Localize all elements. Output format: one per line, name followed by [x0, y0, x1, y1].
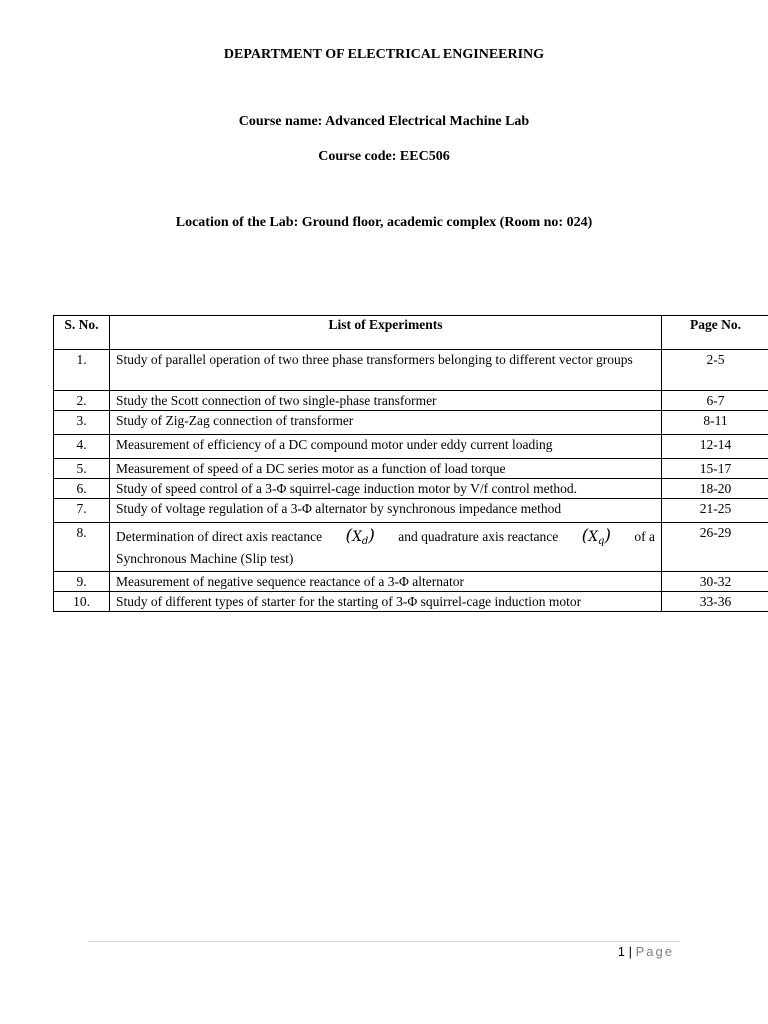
row-page: 6-7	[662, 391, 768, 411]
row-sno: 9.	[54, 572, 110, 592]
row-sno: 5.	[54, 459, 110, 479]
header-sno: S. No.	[54, 316, 110, 350]
xd-base: X	[352, 529, 362, 545]
row-experiment: Study of different types of starter for the starting of 3-Φ squirrel-cage induction motor	[110, 592, 662, 612]
xq-sub: q	[597, 536, 605, 547]
row-experiment: Study of parallel operation of two three phase transformers belonging to different vector groups	[110, 350, 662, 391]
row-page: 8-11	[662, 411, 768, 435]
row-experiment: Measurement of efficiency of a DC compound motor under eddy current loading	[110, 435, 662, 459]
xd-sub: d	[361, 536, 369, 547]
table-row	[54, 391, 768, 411]
footer-separator: |	[628, 944, 632, 959]
row-experiment: Study the Scott connection of two single-phase transformer	[110, 391, 662, 411]
row-sno: 6.	[54, 479, 110, 499]
table-row	[54, 350, 768, 391]
table-row	[54, 523, 768, 572]
row-page: 26-29	[662, 523, 768, 572]
row-sno: 7.	[54, 499, 110, 523]
table-row	[54, 592, 768, 612]
department-heading: DEPARTMENT OF ELECTRICAL ENGINEERING	[223, 47, 545, 62]
row-page: 15-17	[662, 459, 768, 479]
row-sno: 3.	[54, 411, 110, 435]
row-sno: 2.	[54, 391, 110, 411]
row-page: 30-32	[662, 572, 768, 592]
experiments-table	[53, 315, 768, 612]
experiment-8-text-b: and quadrature axis reactance	[398, 529, 559, 544]
row-sno: 1.	[54, 350, 110, 391]
row-page: 2-5	[662, 350, 768, 391]
experiment-8-text-a: Determination of direct axis reactance	[116, 529, 323, 544]
experiment-8-line1	[116, 524, 655, 550]
course-code: Course code: EEC506	[318, 149, 450, 164]
table-row	[54, 435, 768, 459]
header-experiments: List of Experiments	[110, 316, 662, 350]
row-experiment: Study of speed control of a 3-Φ squirrel-cage induction motor by V/f control method.	[110, 479, 662, 499]
page-label: Page	[635, 944, 674, 959]
xq-symbol: $(X_q)$	[581, 526, 611, 547]
row-experiment: Study of voltage regulation of a 3-Φ alternator by synchronous impedance method	[110, 499, 662, 523]
lab-location: Location of the Lab: Ground floor, academic complex (Room no: 024)	[175, 215, 593, 230]
row-experiment: Measurement of speed of a DC series motor as a function of load torque	[110, 459, 662, 479]
page-footer	[618, 944, 674, 959]
experiment-8-text-c: of a	[634, 529, 655, 544]
course-name: Course name: Advanced Electrical Machine Lab	[238, 114, 530, 129]
row-experiment	[110, 523, 662, 572]
xd-symbol: $(X_d)$	[345, 526, 375, 547]
header-page: Page No.	[662, 316, 768, 350]
experiment-8-line2: Synchronous Machine (Slip test)	[116, 551, 294, 566]
table-row	[54, 411, 768, 435]
table-row	[54, 459, 768, 479]
table-row	[54, 479, 768, 499]
table-row	[54, 572, 768, 592]
row-sno: 10.	[54, 592, 110, 612]
footer-divider	[88, 941, 680, 942]
row-page: 12-14	[662, 435, 768, 459]
xq-base: X	[588, 529, 598, 545]
row-page: 33-36	[662, 592, 768, 612]
table-row	[54, 499, 768, 523]
row-sno: 4.	[54, 435, 110, 459]
row-experiment: Study of Zig-Zag connection of transformer	[110, 411, 662, 435]
row-experiment: Measurement of negative sequence reactance of a 3-Φ alternator	[110, 572, 662, 592]
row-page: 18-20	[662, 479, 768, 499]
table-header-row	[54, 316, 768, 350]
row-page: 21-25	[662, 499, 768, 523]
row-sno: 8.	[54, 523, 110, 572]
page-number: 1	[617, 944, 625, 959]
